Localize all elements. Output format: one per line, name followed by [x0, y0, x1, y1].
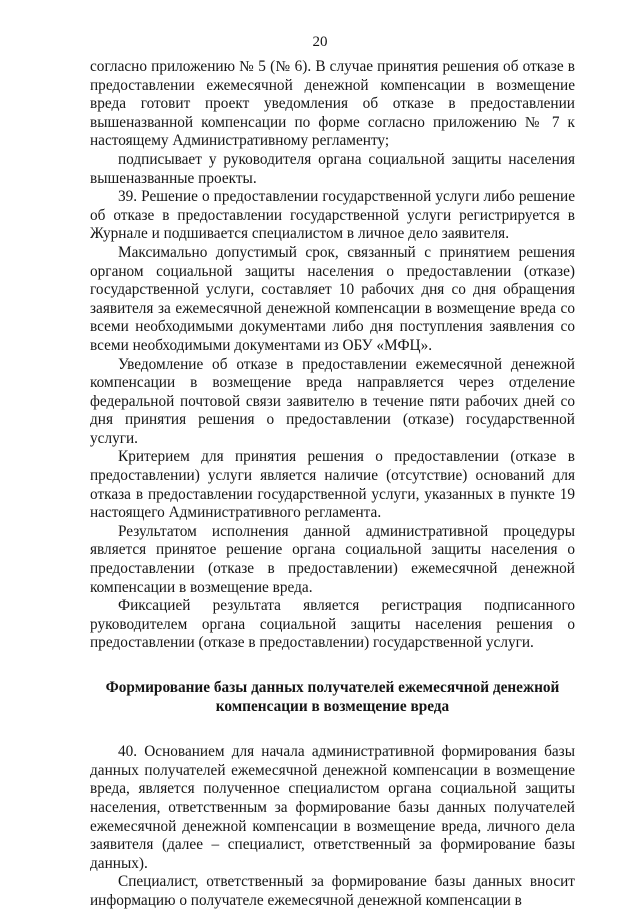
paragraph: 39. Решение о предоставлении государственной услуги либо решение об отказе в предоставлении государственной услуги регистрируется в Журнале и подшивается специалистом в личное дело заявителя.	[90, 188, 575, 243]
paragraph: Критерием для принятия решения о предоставлении (отказе в предоставлении) услуги является наличие (отсутствие) оснований для отказа в предоставлении государственной услуги, указанных в пункте 19 настоящего Административного регламента.	[90, 448, 575, 522]
paragraph: Результатом исполнения данной административной процедуры является принятое решение органа социальной защиты населения о предоставлении (отказе в предоставлении) ежемесячной денежной компенсации в возмещение вреда.	[90, 522, 575, 596]
paragraph: Фиксацией результата является регистрация подписанного руководителем органа социальной защиты населения решения о предоставлении (отказе в предоставлении) государственной услуги.	[90, 597, 575, 652]
paragraph: Уведомление об отказе в предоставлении ежемесячной денежной компенсации в возмещение вреда направляется через отделение федеральной почтовой связи заявителю в течение пяти рабочих дней со дня принятия решения о предоставлении (отказе) государственной услуги.	[90, 355, 575, 447]
paragraph: Максимально допустимый срок, связанный с принятием решения органом социальной защиты населения о предоставлении (отказе) государственной услуги, составляет 10 рабочих дня со дня обращения заявителя за ежемесячной денежной компенсации в возмещение вреда со всеми необходимыми документами либо дня поступления заявления со всеми необходимыми документами из ОБУ «МФЦ».	[90, 243, 575, 354]
paragraph: согласно приложению № 5 (№ 6). В случае принятия решения об отказе в предоставлении ежемесячной денежной компенсации в возмещение вреда готовит проект уведомления об отказе в предоставлении вышеназванной компенсации по форме согласно приложению № 7 к настоящему Административному регламенту;	[90, 58, 575, 150]
paragraph: подписывает у руководителя органа социальной защиты населения вышеназванные проекты.	[90, 150, 575, 187]
paragraph: 40. Основанием для начала административной формирования базы данных получателей ежемесячной денежной компенсации в возмещение вреда, является полученное специалистом органа социальной защиты населения, ответственным за формирование базы данных получателей ежемесячной денежной компенсации в возмещение вреда, личного дела заявителя (далее – специалист, ответственный за формирование базы данных).	[90, 743, 575, 872]
paragraph: Специалист, ответственный за формирование базы данных вносит информацию о получателе ежемесячной денежной компенсации в	[90, 873, 575, 909]
document-body	[90, 58, 575, 911]
page-number: 20	[312, 34, 328, 50]
section-heading: Формирование базы данных получателей ежемесячной денежной компенсации в возмещение вреда	[105, 679, 560, 715]
